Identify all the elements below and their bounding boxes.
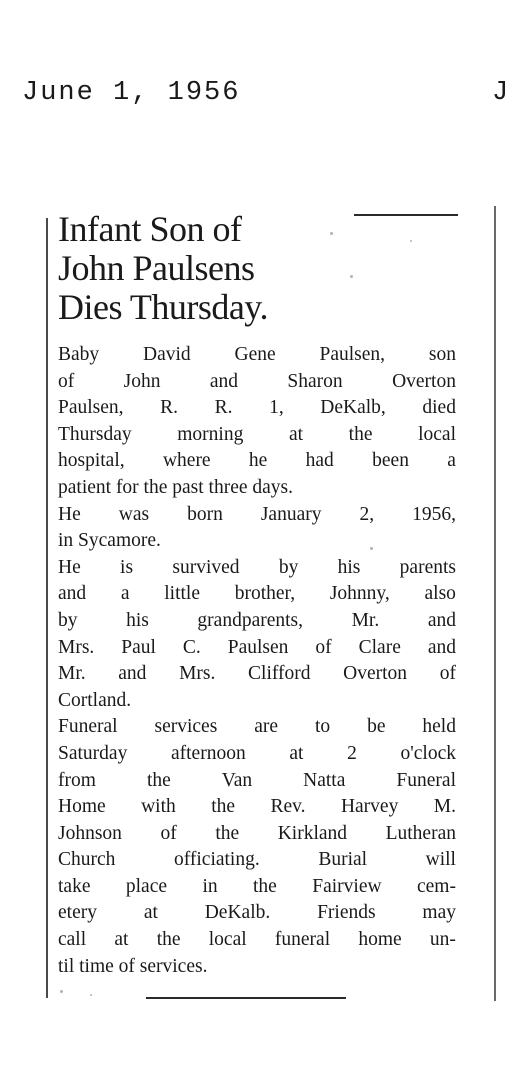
body-line: Mrs. Paul C. Paulsen of Clare and — [58, 636, 456, 658]
body-line: Thursday morning at the local — [58, 423, 456, 445]
body-line: Funeral services are to be held — [58, 716, 456, 738]
body-line: til time of services. — [58, 955, 208, 977]
body-line: Saturday afternoon at 2 o'clock — [58, 742, 456, 764]
headline-line: John Paulsens — [58, 248, 255, 288]
body-line: Johnson of the Kirkland Lutheran — [58, 822, 456, 844]
body-line: He was born January 2, 1956, — [58, 503, 456, 525]
article-headline — [58, 210, 358, 327]
newspaper-clipping — [38, 204, 466, 1004]
body-line: Mr. and Mrs. Clifford Overton of — [58, 663, 456, 685]
body-line: take place in the Fairview cem- — [58, 875, 456, 897]
body-line: Church officiating. Burial will — [58, 849, 456, 871]
column-left-rule — [46, 218, 48, 998]
body-line: by his grandparents, Mr. and — [58, 609, 456, 631]
body-line: Paulsen, R. R. 1, DeKalb, died — [58, 397, 456, 419]
scan-speck — [350, 275, 353, 278]
scan-speck — [410, 240, 412, 242]
body-line: of John and Sharon Overton — [58, 370, 456, 392]
body-line: Baby David Gene Paulsen, son — [58, 344, 456, 365]
body-line: in Sycamore. — [58, 530, 161, 552]
body-line: from the Van Natta Funeral — [58, 769, 456, 791]
next-column-edge-rule — [494, 206, 496, 1001]
headline-line: Dies Thursday. — [58, 287, 268, 327]
scan-speck — [370, 547, 373, 550]
body-line: Home with the Rev. Harvey M. — [58, 796, 456, 818]
body-line: and a little brother, Johnny, also — [58, 583, 456, 605]
body-line: call at the local funeral home un- — [58, 929, 456, 951]
clipping-date: June 1, 1956 — [22, 78, 241, 108]
body-line: patient for the past three days. — [58, 476, 293, 498]
body-line: hospital, where he had been a — [58, 450, 456, 472]
headline-line: Infant Son of — [58, 209, 242, 249]
column-top-rule — [354, 214, 458, 216]
article-end-rule — [146, 997, 346, 999]
article-body — [58, 342, 456, 980]
next-column-date-fragment: J — [492, 78, 509, 108]
body-line: etery at DeKalb. Friends may — [58, 902, 456, 924]
body-line: Cortland. — [58, 689, 132, 711]
scan-speck — [60, 990, 63, 993]
scan-speck — [90, 994, 92, 996]
body-line: He is survived by his parents — [58, 556, 456, 578]
scan-speck — [330, 232, 333, 235]
